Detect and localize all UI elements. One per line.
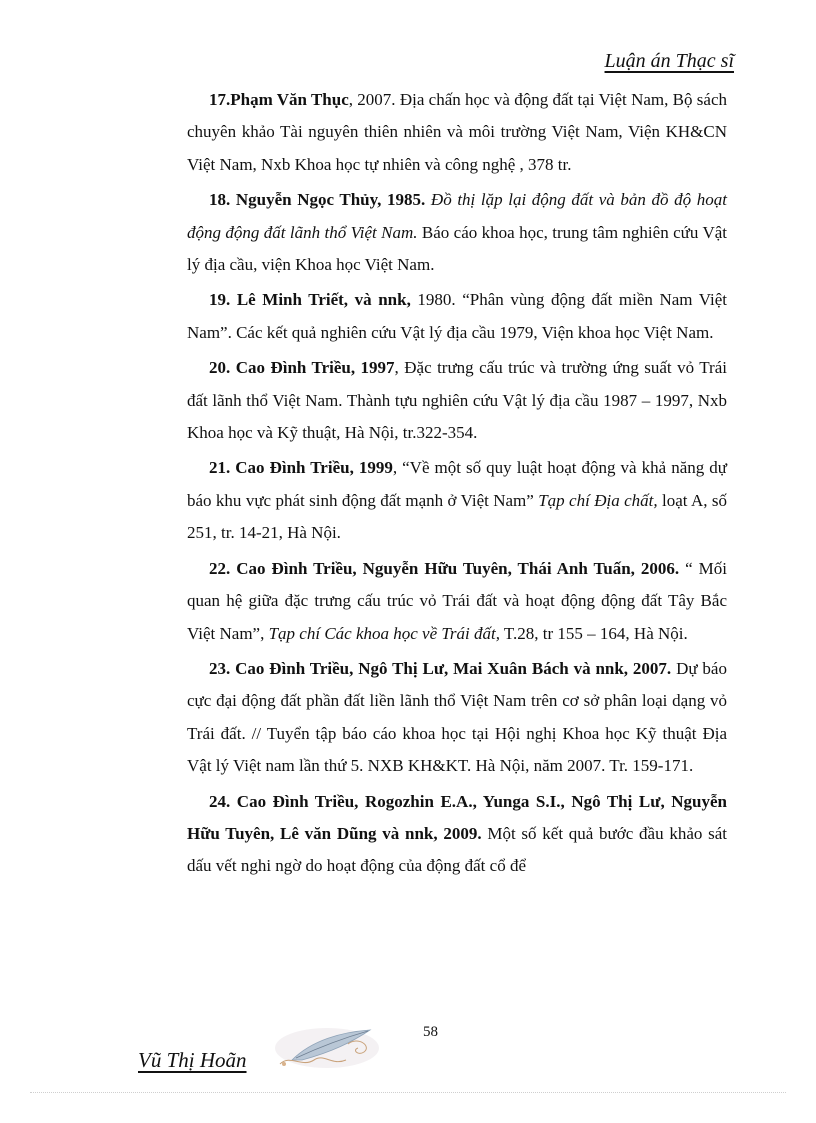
ref-author: Lê Minh Triết, và nnk, [230, 290, 411, 310]
ref-text: Một số kết quả bước đầu khảo sát dấu vết nghi ngờ do hoạt động của động đất cổ để [187, 823, 727, 876]
reference-item-22 [187, 553, 727, 650]
ref-text: “ Mối quan hệ giữa đặc trưng cấu trúc vỏ Trái đất và hoạt động động đất Tây Bắc Việt Nam”, [187, 558, 727, 643]
ref-number: 23. [209, 658, 231, 678]
reference-item-18 [187, 184, 727, 281]
ref-text: Dự báo cực đại động đất phần đất liền lãnh thổ Việt Nam trên cơ sở phân loại dạng vỏ Trái đất. // Tuyển tập báo cáo khoa học tại Hội nghị Khoa học Kỹ thuật Địa Vật lý Việt nam lần thứ 5. NXB KH&KT. Hà Nội, năm 2007. Tr. 159-171. [187, 658, 727, 776]
ref-author: Phạm Văn Thục [230, 90, 349, 109]
ref-journal-italic: Tạp chí Các khoa học về Trái đất, [268, 623, 500, 643]
reference-item-21 [187, 452, 727, 549]
ref-journal-italic: Tạp chí Địa chất, [538, 490, 658, 510]
page-number: 58 [423, 1024, 438, 1040]
reference-list [187, 84, 727, 886]
reference-item-17 [187, 84, 727, 181]
ref-text-after: loạt A, số 251, tr. 14-21, Hà Nội. [187, 490, 727, 543]
ref-author: Nguyễn Ngọc Thủy, 1985. [230, 190, 426, 210]
ref-text: 1980. “Phân vùng động đất miền Nam Việt Nam”. Các kết quả nghiên cứu Vật lý địa cầu 1979, Viện khoa học Việt Nam. [187, 290, 728, 342]
ref-author: Cao Đình Triều, 1997 [230, 358, 395, 378]
ref-text: , Đặc trưng cấu trúc và trường ứng suất vỏ Trái đất lãnh thổ Việt Nam. Thành tựu nghiên cứu Vật lý địa cầu 1987 – 1997, Nxb Khoa học và Kỹ thuật, Hà Nội, tr.322-354. [187, 358, 727, 443]
ref-text: , “Về một số quy luật hoạt động và khả năng dự báo khu vực phát sinh động đất mạnh ở Việt Nam” [187, 458, 727, 510]
ref-text-after: T.28, tr 155 – 164, Hà Nội. [499, 623, 688, 643]
reference-item-20 [187, 352, 727, 449]
ref-text: , 2007. Địa chấn học và động đất tại Việt Nam, Bộ sách chuyên khảo Tài nguyên thiên nhiên và môi trường Việt Nam, Viện KH&CN Việt Nam, Nxb Khoa học tự nhiên và công nghệ , 378 tr. [187, 90, 727, 174]
header-thesis-title: Luận án Thạc sĩ [604, 50, 734, 72]
footer-author-name: Vũ Thị Hoãn [138, 1048, 247, 1072]
ref-number: 17. [209, 90, 231, 109]
ref-number: 21. [209, 458, 231, 478]
ref-text-after: Báo cáo khoa học, trung tâm nghiên cứu Vật lý địa cầu, viện Khoa học Việt Nam. [187, 222, 727, 275]
ref-author: Cao Đình Triều, Rogozhin E.A., Yunga S.I., Ngô Thị Lư, Nguyễn Hữu Tuyên, Lê văn Dũng và nnk, 2009. [187, 791, 727, 843]
ref-author: Cao Đình Triều, 1999 [230, 458, 393, 478]
ref-author: Cao Đình Triều, Ngô Thị Lư, Mai Xuân Bách và nnk, 2007. [230, 658, 672, 678]
ref-title-italic: Đồ thị lặp lại động đất và bản đồ độ hoạt động động đất lãnh thổ Việt Nam. [187, 190, 728, 242]
footer-divider [30, 1092, 786, 1093]
reference-item-23 [187, 653, 727, 783]
ref-number: 20. [209, 358, 231, 378]
reference-item-19 [187, 284, 727, 349]
ref-number: 18. [209, 190, 231, 210]
ref-number: 22. [209, 558, 231, 578]
reference-item-24 [187, 786, 727, 883]
ref-author: Cao Đình Triều, Nguyễn Hữu Tuyên, Thái Anh Tuấn, 2006. [230, 558, 680, 578]
ref-number: 24. [209, 791, 231, 811]
ref-number: 19. [209, 290, 231, 310]
feather-ornament-icon [262, 1020, 392, 1074]
